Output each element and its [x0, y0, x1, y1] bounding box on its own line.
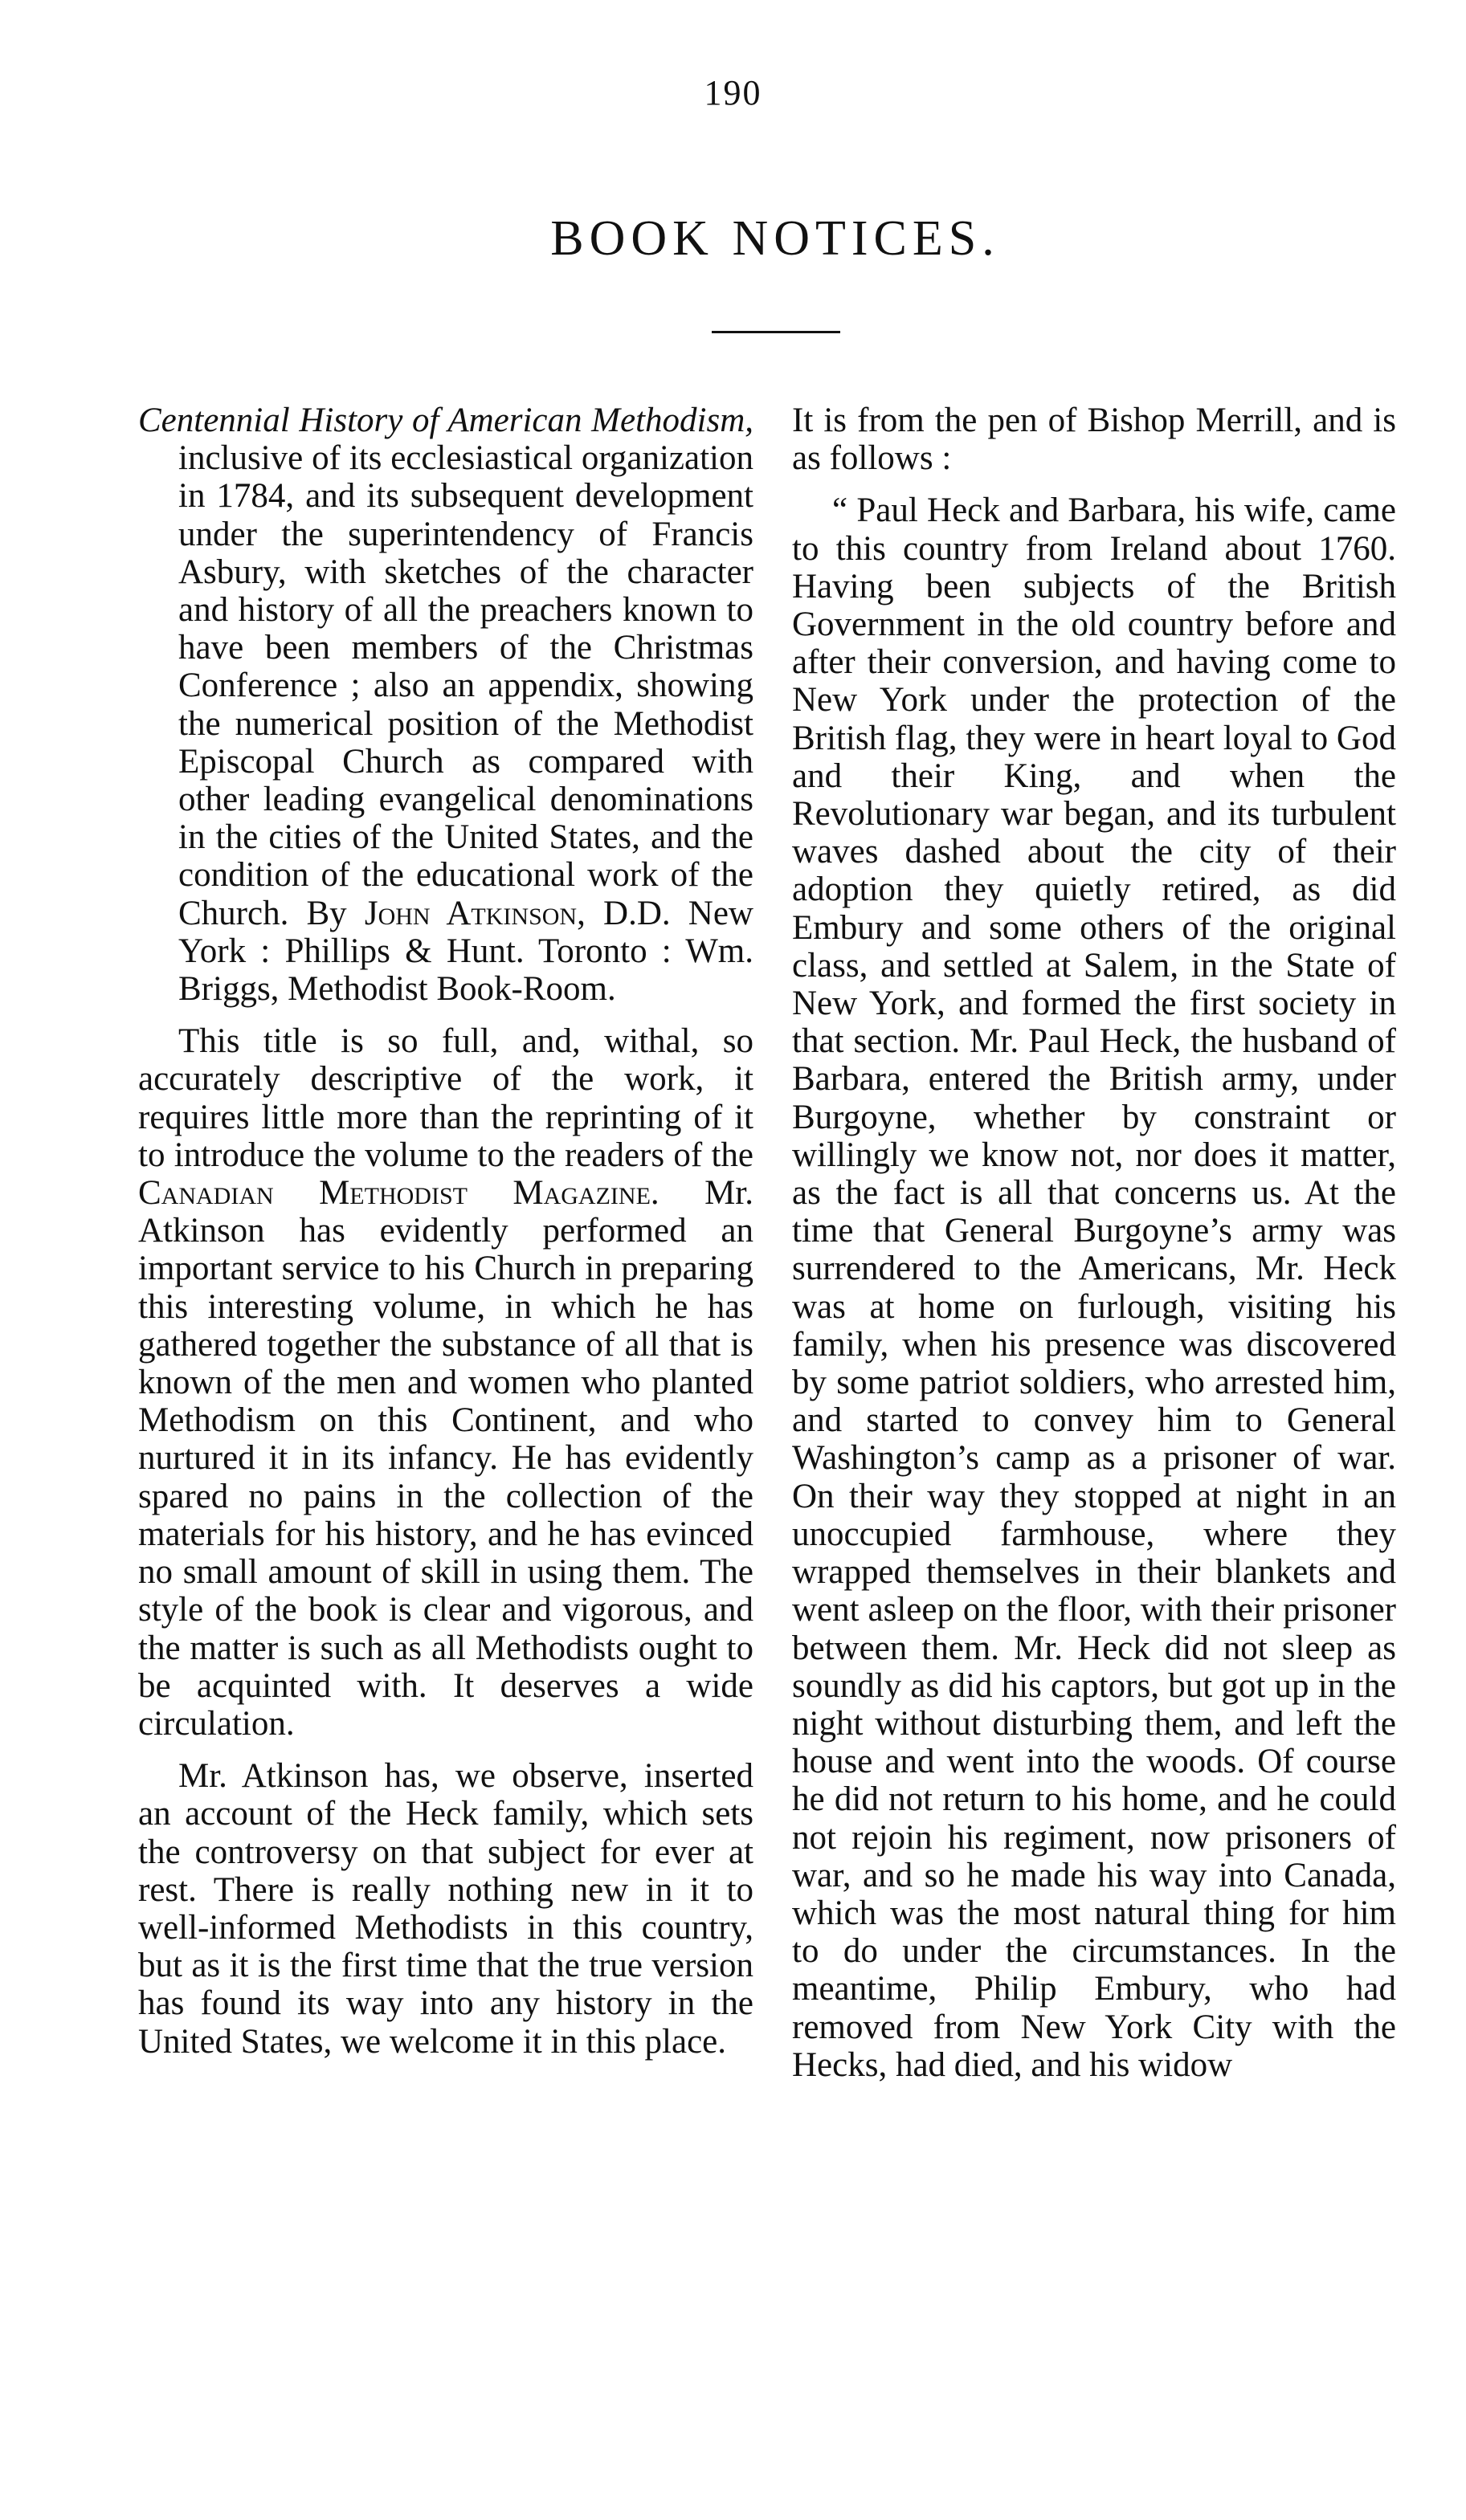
title-rule: [712, 331, 840, 333]
right-column: [792, 402, 1396, 2084]
magazine-name: Canadian Methodist Magazine.: [138, 1174, 659, 1213]
book-author: John Atkinson, D.D.: [364, 894, 671, 932]
page-title: BOOK NOTICES.: [550, 211, 1000, 266]
book-title: Centennial History of American Methodism,: [138, 402, 753, 439]
quote-paragraph: “ Paul Heck and Barbara, his wife, came to this country from Ireland about 1760. Having been subjects of the British Government in the old country before and after their conversion, and having come to New York under the protection of the British flag, they were in heart loyal to God and their King, and when the Revolutionary war began, and its turbulent waves dashed about the city of their adoption they quietly retired, as did Embury and some others of the original class, and settled at Salem, in the State of New York, and formed the first society in that section. Mr. Paul Heck, the husband of Barbara, entered the British army, under Burgoyne, whether by constraint or willingly we know not, nor does it matter, as the fact is all that concerns us. At the time that General Burgoyne’s army was surrendered to the Americans, Mr. Heck was at home on furlough, visiting his family, when his presence was discovered by some patriot soldiers, who arrested him, and started to convey him to General Washington’s camp as a prisoner of war. On their way they stopped at night in an unoccupied farmhouse, where they wrapped themselves in their blankets and went asleep on the floor, with their prisoner between them. Mr. Heck did not sleep as soundly as did his captors, but got up in the night without disturbing them, and left the house and went into the woods. Of course he did not return to his home, and he could not rejoin his regiment, now prisoners of war, and so he made his way into Canada, which was the most natural thing for him to do under the circumstances. In the meantime, Philip Embury, who had removed from New York City with the Hecks, had died, and his widow: [792, 491, 1396, 2084]
review-paragraph-2: Mr. Atkinson has, we observe, inserted an account of the Heck family, which sets the controversy on that subject for ever at rest. There is really nothing new in it to well-informed Methodists in this country, but as it is the first time that the true version has found its way into any history in the United States, we welcome it in this place.: [138, 1757, 753, 2061]
book-publisher: New York : Phillips & Hunt. Toronto : Wm. Briggs, Methodist Book-Room.: [178, 894, 753, 1009]
review-paragraph-1-text-b: Mr. Atkinson has evidently performed an important service to his Church in preparing this interesting volume, in which he has gathered together the substance of all that is known of the men and women who planted Methodism on this Continent, and who nurtured it in its infancy. He has evidently spared no pains in the collection of the materials for his history, and he has evinced no small amount of skill in using them. The style of the book is clear and vigorous, and the matter is such as all Methodists ought to be acquinted with. It deserves a wide circulation.: [138, 1174, 753, 1743]
review-paragraph-1: [138, 1022, 753, 1743]
page-number: 190: [704, 73, 762, 112]
book-entry: [138, 402, 753, 1008]
review-paragraph-1-text-a: This title is so full, and, withal, so accurately descriptive of the work, it requires little more than the reprinting of it to introduce the volume to the readers of the: [138, 1022, 753, 1174]
book-description: inclusive of its ecclesiastical organization in 1784, and its subsequent development under the superintendency of Francis Asbury, with sketches of the character and history of all the preachers known to have been members of the Christmas Conference ; also an appendix, showing the numerical position of the Methodist Episcopal Church as compared with other leading evangelical denominations in the cities of the United States, and the condition of the educational work of the Church. By: [178, 439, 753, 932]
quote-intro: It is from the pen of Bishop Merrill, and is as follows :: [792, 402, 1396, 478]
left-column: [138, 402, 753, 2075]
